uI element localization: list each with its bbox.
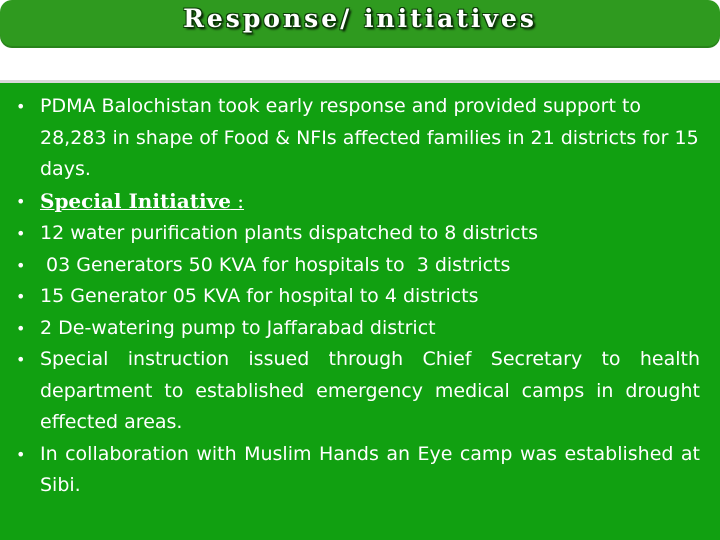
title-bar [0,0,720,48]
item-text: PDMA Balochistan took early response and provided support to 28,283 in shape of Food & NFIs affected families in 21 districts for 15 days. [40,95,699,180]
item-text: 03 Generators 50 KVA for hospitals to 3 districts [40,253,511,276]
bullet-icon: • [16,287,26,306]
item-text: Special instruction issued through Chief Secretary to health department to established emergency medical camps in drought effected areas. [40,348,700,433]
bullet-icon: • [16,224,26,243]
special-initiative-heading: Special Initiative [40,188,231,213]
content-panel [0,80,720,540]
list-item [0,313,720,345]
list-item [0,250,720,282]
list-item [0,439,720,502]
bullet-icon: • [16,444,26,464]
bullet-icon: • [16,318,26,338]
list-item [0,281,720,313]
bullet-icon: • [16,191,26,211]
item-text: 2 De-watering pump to Jaffarabad district [40,316,436,339]
special-initiative-colon: : [230,188,245,213]
bullet-icon: • [16,97,26,116]
list-item [0,218,720,250]
item-text: 12 water purification plants dispatched to 8 districts [40,222,538,244]
bullet-list [0,91,720,502]
bullet-icon: • [16,350,26,369]
slide-title: Response/ initiatives [183,4,537,33]
list-item [0,344,720,439]
list-item-special-heading [0,186,720,219]
item-text: 15 Generator 05 KVA for hospital to 4 districts [40,285,479,307]
item-text: In collaboration with Muslim Hands an Eye camp was established at Sibi. [40,442,700,496]
bullet-icon: • [16,255,26,275]
list-item [0,91,720,186]
